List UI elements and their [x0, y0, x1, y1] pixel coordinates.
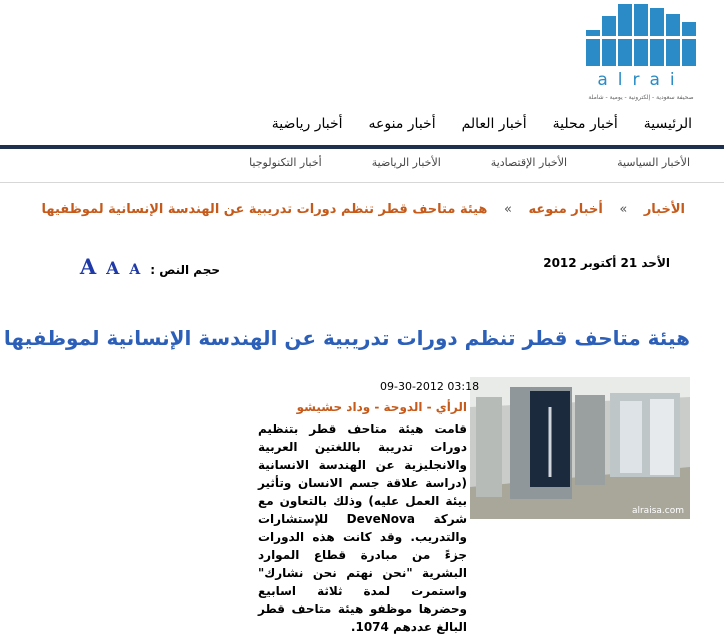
font-size-controls [50, 254, 220, 279]
nav-divider [0, 145, 724, 149]
article-photo[interactable] [470, 377, 690, 519]
font-size-small-button[interactable]: A [129, 262, 141, 278]
article-date: الأحد 21 أكتوبر 2012 [543, 256, 670, 270]
font-size-large-button[interactable]: A [79, 254, 97, 279]
nav-local-news[interactable]: أخبار محلية [552, 116, 618, 132]
subnav-politics[interactable]: الأخبار السياسية [617, 156, 690, 169]
nav-misc-news[interactable]: أخبار منوعه [368, 116, 436, 132]
subnav-technology[interactable]: أخبار التكنولوجيا [249, 156, 322, 169]
logo-bars-icon [582, 0, 702, 70]
nav-world-news[interactable]: أخبار العالم [461, 116, 527, 132]
breadcrumb-category[interactable]: أخبار منوعه [528, 202, 603, 217]
font-size-label: حجم النص : [150, 263, 220, 277]
nav-home[interactable]: الرئيسية [643, 116, 692, 132]
breadcrumb-separator: » [503, 202, 512, 217]
subnav-divider [0, 182, 724, 183]
article-author: الرأي - الدوحة - وداد حشيشو [296, 400, 467, 414]
subnav-economy[interactable]: الأخبار الإقتصادية [490, 156, 568, 169]
logo-word: alrai [597, 70, 685, 90]
article-title: هيئة متاحف قطر تنظم دورات تدريبية عن الهندسة الإنسانية لموظفيها [3, 326, 690, 350]
article-timestamp: 09-30-2012 03:18 [380, 380, 480, 393]
font-size-medium-button[interactable]: A [106, 259, 120, 279]
breadcrumb-separator: » [619, 202, 628, 217]
photo-watermark: alraisa.com [631, 506, 684, 516]
breadcrumb [41, 202, 685, 217]
main-nav [240, 116, 692, 138]
logo-tagline: صحيفة سعودية - إلكترونية - يومية - شاملة [588, 94, 694, 101]
article-body: قامت هيئة متاحف قطر بتنظيم دورات تدريبة باللغتين العربية والانجليزية عن الهندسة الانسانية (دراسة علاقة جسم الانسان وتأثير بيئة العمل عليه) وذلك بالتعاون مع شركة DeveNova للإستشارات والتدريب. وقد كانت هذه الدورات جزءً من مبادرة قطاع الموارد البشرية "نحن نهتم نحن نشارك" واستمرت لمدة ثلاثة اسابيع وحضرها موظفو هيئة متاحف قطر البالغ عددهم 1074. [258, 422, 467, 634]
subnav-sports[interactable]: الأخبار الرياضية [371, 156, 441, 169]
breadcrumb-current: هيئة متاحف قطر تنظم دورات تدريبية عن الهندسة الإنسانية لموظفيها [41, 202, 488, 217]
nav-sports-news[interactable]: أخبار رياضية [271, 116, 343, 132]
sub-nav [250, 156, 690, 174]
breadcrumb-home[interactable]: الأخبار [643, 202, 685, 217]
